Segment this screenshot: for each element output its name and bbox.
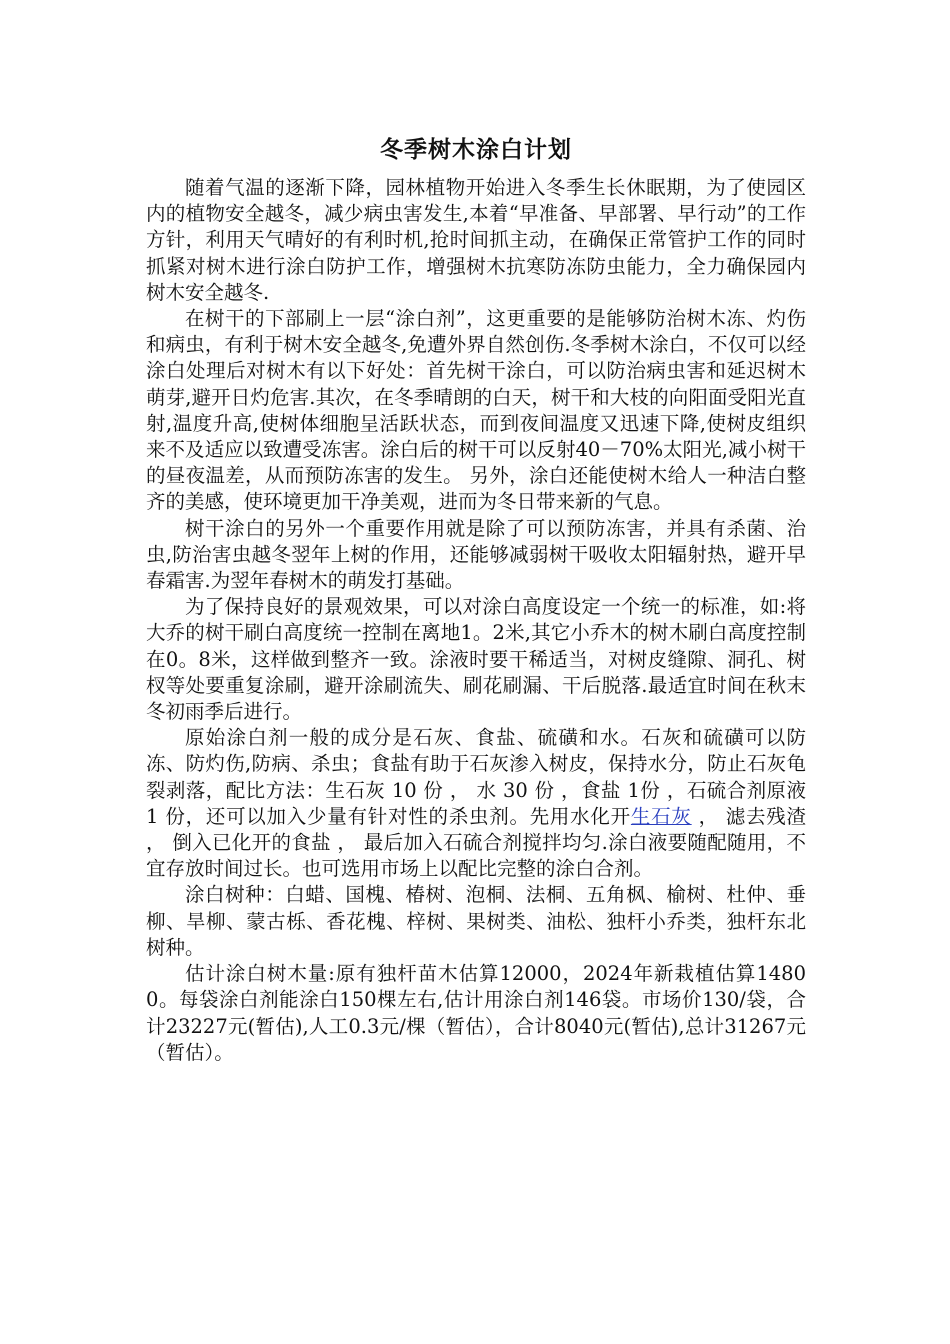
paragraph-formula — [146, 725, 806, 882]
quicklime-link[interactable]: 生石灰 — [630, 804, 692, 828]
paragraph-cost-estimate: 估计涂白树木量:原有独杆苗木估算12000，2024年新栽植估算14800。每袋涂白剂能涂白150棵左右,估计用涂白剂146袋。市场价130/袋，合计23227元(暂估),人工0.3元/棵（暂估），合计8040元(暂估),总计31267元（暂估）。 — [146, 962, 806, 1064]
paragraph-tree-species: 涂白树种：白蜡、国槐、椿树、泡桐、法桐、五角枫、榆树、杜仲、垂柳、旱柳、蒙古栎、香花槐、梓树、果树类、油松、独杆小乔类，独杆东北树种。 — [146, 883, 806, 959]
paragraph-intro: 随着气温的逐渐下降，园林植物开始进入冬季生长休眠期，为了使园区内的植物安全越冬，减少病虫害发生,本着“早准备、早部署、早行动”的工作方针，利用天气晴好的有利时机,抢时间抓主动，在确保正常管护工作的同时抓紧对树木进行涂白防护工作，增强树木抗寒防冻防虫能力，全力确保园内树木安全越冬. — [146, 176, 806, 304]
document-body — [146, 175, 806, 1066]
page-title: 冬季树木涂白计划 — [380, 137, 572, 163]
formula-text-before-link: 原始涂白剂一般的成分是石灰、食盐、硫磺和水。石灰和硫磺可以防冻、防灼伤,防病、杀虫；食盐有助于石灰渗入树皮，保持水分，防止石灰龟裂剥落，配比方法：生石灰 10 份 ， 水 30 份 ，食盐 1份 ，石硫合剂原液 1 份，还可以加入少量有针对性的杀虫剂。先用水化开 — [146, 726, 806, 828]
paragraph-benefits: 在树干的下部刷上一层“涂白剂”，这更重要的是能够防治树木冻、灼伤和病虫，有利于树木安全越冬,免遭外界自然创伤.冬季树木涂白，不仅可以经涂白处理后对树木有以下好处：首先树干涂白，可以防治病虫害和延迟树木萌芽,避开日灼危害.其次，在冬季晴朗的白天，树干和大枝的向阳面受阳光直射,温度升高,使树体细胞呈活跃状态，而到夜间温度又迅速下降,使树皮组织来不及适应以致遭受冻害。涂白后的树干可以反射40－70%太阳光,减小树干的昼夜温差，从而预防冻害的发生。 另外，涂白还能使树木给人一种洁白整齐的美感，使环境更加干净美观，进而为冬日带来新的气息。 — [146, 307, 806, 514]
paragraph-height-standard: 为了保持良好的景观效果，可以对涂白高度设定一个统一的标准，如:将大乔的树干刷白高度统一控制在离地1。2米,其它小乔木的树木刷白高度控制在0。8米，这样做到整齐一致。涂液时要干稀适当，对树皮缝隙、洞孔、树杈等处要重复涂刷，避开涂刷流失、刷花刷漏、干后脱落.最适宜时间在秋末冬初雨季后进行。 — [146, 595, 806, 724]
paragraph-pest-control: 树干涂白的另外一个重要作用就是除了可以预防冻害，并具有杀菌、治虫,防治害虫越冬翌年上树的作用，还能够减弱树干吸收太阳辐射热，避开早春霜害.为翌年春树木的萌发打基础。 — [146, 516, 806, 593]
formula-text-after-link: ， 滤去残渣 ， 倒入已化开的食盐 ， 最后加入石硫合剂搅拌均匀.涂白液要随配随用，不宜存放时间过长。也可选用市场上以配比完整的涂白合剂。 — [146, 804, 806, 881]
